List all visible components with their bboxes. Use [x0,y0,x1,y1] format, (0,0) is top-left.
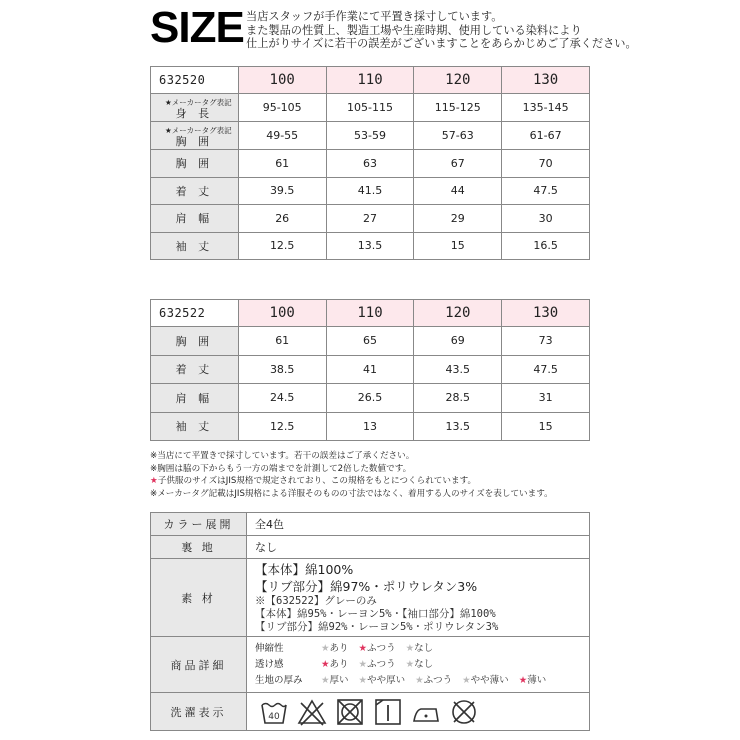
material-sub: 【本体】綿95%・レーヨン5%・【袖口部分】綿100% [255,608,496,620]
detail-row [255,641,589,657]
table-cell: 47.5 [502,177,590,205]
table-row [151,177,590,205]
star-icon: ★ [358,658,368,670]
product-info-table [150,512,590,731]
row-label-text: 身 長 [175,106,214,120]
row-label: 胸 囲 [151,327,239,356]
detail-key: 生地の厚み [255,674,303,686]
detail-key: 透け感 [255,658,284,670]
detail-option-label: ふつう [423,674,453,686]
table-cell: 12.5 [238,232,326,260]
table-row [151,122,590,150]
detail-option [406,657,434,673]
star-icon: ★ [415,674,424,686]
detail-option [415,673,452,689]
detail-key: 伸縮性 [255,642,284,654]
table-row [151,94,590,122]
table-cell: 13.5 [326,232,414,260]
no-dry-clean-icon [449,697,479,727]
size-table-632522 [150,299,590,441]
size-logo: SIZE [150,3,244,52]
maker-tag-note: ★メーカータグ表記 [165,97,232,107]
star-icon: ★ [405,642,415,654]
info-row-lining [151,536,590,559]
detail-option-label: 薄い [527,674,547,686]
table-header-row [151,67,590,94]
star-icon: ★ [405,658,415,670]
no-tumble-dry-icon [335,697,365,727]
detail-option-label: あり [329,642,349,654]
row-label: 袖 丈 [151,412,239,441]
table-cell: 13.5 [414,412,502,441]
table-row [151,232,590,260]
detail-option-label: ふつう [367,642,396,654]
detail-option-label: ふつう [367,658,396,670]
table-cell: 61 [238,150,326,178]
info-value: 全4色 [247,513,590,536]
table-cell: 95-105 [238,94,326,122]
table-row [151,205,590,233]
table-cell: 61 [238,327,326,356]
table-cell: 30 [502,205,590,233]
iron-low-icon [411,697,441,727]
table-cell: 44 [414,177,502,205]
material-main: 【本体】綿100% [255,562,354,577]
detail-option-label: やや厚い [367,674,406,686]
product-code: 632520 [151,67,239,94]
table-cell: 24.5 [238,384,326,413]
star-icon: ★ [150,476,158,487]
table-cell: 26.5 [326,384,414,413]
table-cell: 70 [502,150,590,178]
table-cell: 61-67 [502,122,590,150]
table-cell: 53-59 [326,122,414,150]
detail-option-label: なし [414,642,434,654]
table-cell: 65 [326,327,414,356]
table-cell: 69 [414,327,502,356]
size-notes [150,450,595,500]
info-row-care [151,693,590,731]
table-cell: 57-63 [414,122,502,150]
row-label [151,122,239,150]
line-dry-icon [373,697,403,727]
size-header: 120 [414,300,502,327]
header-note-line: 仕上がりサイズに若干の誤差がございますことをあらかじめご了承ください。 [246,37,637,50]
table-cell: 28.5 [414,384,502,413]
info-label: 洗濯表示 [151,693,247,731]
detail-option [359,657,396,673]
wash-40-icon [259,697,289,727]
info-label: 商品詳細 [151,637,247,693]
table-cell: 16.5 [502,232,590,260]
info-label: カラー展開 [151,513,247,536]
info-label: 裏 地 [151,536,247,559]
size-table-632520 [150,66,590,260]
detail-option [359,673,406,689]
detail-option [321,641,349,657]
table-cell: 49-55 [238,122,326,150]
row-label-text: 胸 囲 [175,134,214,148]
table-cell: 135-145 [502,94,590,122]
detail-option [359,641,396,657]
size-header: 100 [238,300,326,327]
table-cell: 41.5 [326,177,414,205]
detail-option-label: あり [329,658,349,670]
detail-option [321,657,349,673]
info-value: なし [247,536,590,559]
star-icon: ★ [321,674,330,686]
star-icon: ★ [321,658,330,670]
header-note-line: また製品の性質上、製造工場や生産時期、使用している染料により [246,23,582,37]
note-line: ※メーカータグ記載はJIS規格による洋服そのものの寸法ではなく、着用する人のサイズを表しています。 [150,488,553,499]
table-cell: 73 [502,327,590,356]
detail-option [321,673,349,689]
table-header-row [151,300,590,327]
info-row-detail [151,637,590,693]
size-header: 130 [502,300,590,327]
wash-temp: 40 [268,711,280,722]
note-line: ※胸囲は脇の下からもう一方の端までを計測して2倍した数値です。 [150,463,412,474]
star-icon: ★ [358,642,368,654]
detail-option-label: なし [414,658,434,670]
info-row-material [151,559,590,637]
detail-row [255,673,589,689]
size-header: 110 [326,67,414,94]
row-label: 着 丈 [151,177,239,205]
table-cell: 67 [414,150,502,178]
table-cell: 12.5 [238,412,326,441]
size-header: 110 [326,300,414,327]
row-label: 肩 幅 [151,205,239,233]
material-sub: 【リブ部分】綿92%・レーヨン5%・ポリウレタン3% [255,621,499,633]
table-row [151,150,590,178]
table-cell: 38.5 [238,355,326,384]
table-cell: 43.5 [414,355,502,384]
row-label: 袖 丈 [151,232,239,260]
size-header: 130 [502,67,590,94]
material-value [247,559,590,637]
info-label: 素 材 [151,559,247,637]
table-cell: 26 [238,205,326,233]
detail-option [519,673,547,689]
table-row [151,355,590,384]
row-label: 着 丈 [151,355,239,384]
care-value [247,693,590,731]
table-cell: 13 [326,412,414,441]
table-cell: 27 [326,205,414,233]
table-cell: 39.5 [238,177,326,205]
size-header: 100 [238,67,326,94]
detail-option [406,641,434,657]
table-row [151,327,590,356]
info-row-color [151,513,590,536]
detail-option [462,673,509,689]
table-row [151,384,590,413]
table-cell: 15 [502,412,590,441]
care-icons [255,697,589,727]
table-cell: 29 [414,205,502,233]
header-note-line: 当店スタッフが手作業にて平置き採寸しています。 [246,10,503,23]
row-label [151,94,239,122]
note-line: ※当店にて平置きで採寸しています。若干の誤差はご了承ください。 [150,451,415,461]
detail-option-label: やや薄い [470,674,509,686]
table-cell: 63 [326,150,414,178]
table-cell: 41 [326,355,414,384]
detail-option-label: 厚い [329,674,349,686]
table-cell: 105-115 [326,94,414,122]
note-line [150,475,595,488]
row-label: 肩 幅 [151,384,239,413]
material-main: 【リブ部分】綿97%・ポリウレタン3% [255,579,478,594]
note-text: 子供服のサイズはJIS規格で規定されており、この規格をもとにつくられています。 [157,476,477,487]
table-cell: 15 [414,232,502,260]
table-cell: 31 [502,384,590,413]
star-icon: ★ [321,642,330,654]
table-cell: 115-125 [414,94,502,122]
material-sub: ※【632522】グレーのみ [255,595,377,607]
table-row [151,412,590,441]
header-note [246,10,637,51]
size-header: 120 [414,67,502,94]
star-icon: ★ [358,674,368,686]
row-label: 胸 囲 [151,150,239,178]
no-bleach-icon [297,697,327,727]
maker-tag-note: ★メーカータグ表記 [165,125,232,135]
detail-value [247,637,590,693]
star-icon: ★ [462,674,471,686]
star-icon: ★ [518,674,528,686]
product-code: 632522 [151,300,239,327]
detail-row [255,657,589,673]
table-cell: 47.5 [502,355,590,384]
